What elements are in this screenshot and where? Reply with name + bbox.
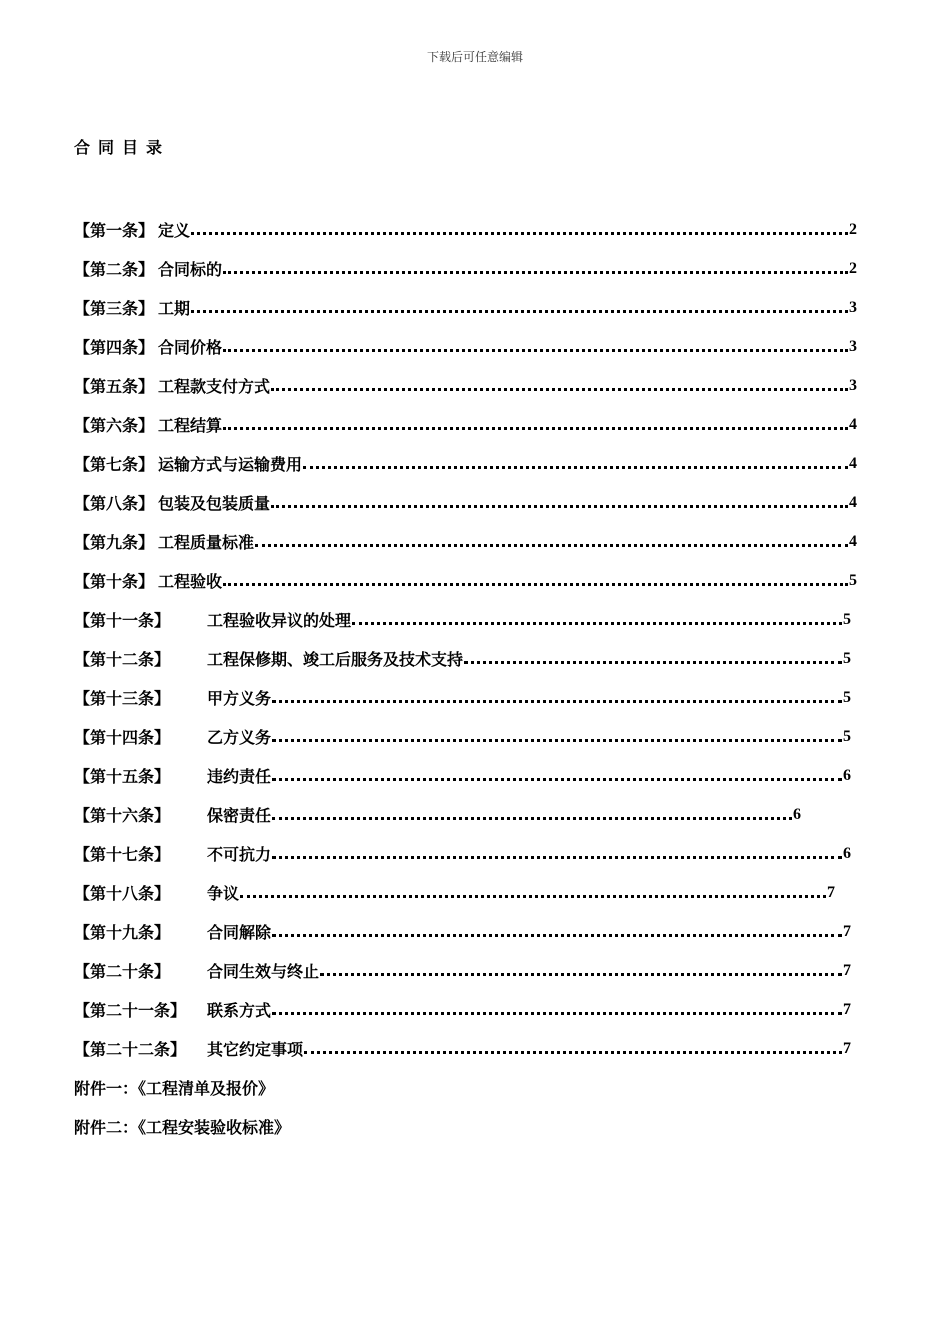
toc-entry-number: 【第三条】 xyxy=(74,299,155,318)
toc-entry[interactable] xyxy=(74,873,857,912)
dot-leader xyxy=(272,920,842,937)
dot-leader xyxy=(304,1037,842,1054)
toc-entry-number: 【第十一条】 xyxy=(74,611,171,630)
dot-leader xyxy=(223,335,848,352)
dot-leader xyxy=(272,998,842,1015)
toc-entry[interactable] xyxy=(74,288,857,327)
toc-entry-page: 3 xyxy=(849,376,857,394)
toc-entry-title: 工程质量标准 xyxy=(158,533,255,552)
toc-entry-page: 2 xyxy=(849,220,857,238)
dot-leader xyxy=(352,608,842,625)
toc-entry[interactable] xyxy=(74,366,857,405)
toc-entry-page: 2 xyxy=(849,259,857,277)
dot-leader xyxy=(191,296,848,313)
toc-entry-number: 【第十八条】 xyxy=(74,884,171,903)
toc-entry-number: 【第四条】 xyxy=(74,338,155,357)
dot-leader xyxy=(255,530,848,547)
toc-entry-title: 包装及包装质量 xyxy=(158,494,271,513)
toc-entry-number: 【第七条】 xyxy=(74,455,155,474)
toc-entry[interactable] xyxy=(74,600,857,639)
toc-entry[interactable] xyxy=(74,210,857,249)
toc-entry-title: 乙方义务 xyxy=(207,728,272,747)
toc-entry-title: 工程验收异议的处理 xyxy=(207,611,352,630)
toc-entry-number: 【第九条】 xyxy=(74,533,155,552)
toc-entry-title: 工期 xyxy=(158,299,191,318)
toc-entry-page: 3 xyxy=(849,298,857,316)
toc-entry-number: 【第十四条】 xyxy=(74,728,171,747)
toc-entry-number: 【第五条】 xyxy=(74,377,155,396)
toc-entry[interactable] xyxy=(74,951,857,990)
toc-entry-title: 违约责任 xyxy=(207,767,272,786)
toc-entry-number: 【第八条】 xyxy=(74,494,155,513)
toc-entry-number: 【第十三条】 xyxy=(74,689,171,708)
table-of-contents xyxy=(74,210,857,1146)
toc-entry-number: 【第二十一条】 xyxy=(74,1001,187,1020)
toc-entry-page: 4 xyxy=(849,532,857,550)
toc-entry-page: 6 xyxy=(843,766,851,784)
toc-entry-page: 3 xyxy=(849,337,857,355)
toc-entry-page: 6 xyxy=(793,805,801,823)
toc-entry[interactable] xyxy=(74,522,857,561)
toc-entry[interactable] xyxy=(74,795,857,834)
toc-entry-page: 5 xyxy=(843,688,851,706)
appendix-one[interactable]: 附件一：《工程清单及报价》 xyxy=(74,1079,275,1098)
dot-leader xyxy=(271,374,848,391)
toc-entry-title: 合同标的 xyxy=(158,260,223,279)
page-title: 合同目录 xyxy=(74,138,171,157)
toc-entry-number: 【第十五条】 xyxy=(74,767,171,786)
toc-entry-page: 5 xyxy=(849,571,857,589)
toc-entry[interactable] xyxy=(74,639,857,678)
toc-entry-page: 7 xyxy=(827,883,835,901)
toc-entry[interactable] xyxy=(74,327,857,366)
toc-entry-page: 7 xyxy=(843,1039,851,1057)
toc-entry-title: 合同生效与终止 xyxy=(207,962,320,981)
dot-leader xyxy=(464,647,842,664)
toc-entry-page: 5 xyxy=(843,727,851,745)
toc-entry-page: 6 xyxy=(843,844,851,862)
toc-entry-page: 4 xyxy=(849,454,857,472)
dot-leader xyxy=(272,842,842,859)
toc-entry-title: 联系方式 xyxy=(207,1001,272,1020)
toc-entry-title: 合同解除 xyxy=(207,923,272,942)
dot-leader xyxy=(271,491,848,508)
toc-entry[interactable] xyxy=(74,678,857,717)
toc-entry-title: 其它约定事项 xyxy=(207,1040,304,1059)
toc-entry-number: 【第十二条】 xyxy=(74,650,171,669)
toc-entry-page: 5 xyxy=(843,610,851,628)
toc-entry-page: 4 xyxy=(849,493,857,511)
toc-entry-page: 7 xyxy=(843,922,851,940)
dot-leader xyxy=(320,959,842,976)
toc-entry[interactable] xyxy=(74,834,857,873)
dot-leader xyxy=(240,881,826,898)
dot-leader xyxy=(272,686,842,703)
toc-entry-page: 7 xyxy=(843,961,851,979)
toc-entry-title: 甲方义务 xyxy=(207,689,272,708)
dot-leader xyxy=(191,218,848,235)
toc-entry[interactable] xyxy=(74,717,857,756)
toc-entry[interactable] xyxy=(74,405,857,444)
toc-entry-number: 【第十七条】 xyxy=(74,845,171,864)
toc-entry-number: 【第六条】 xyxy=(74,416,155,435)
toc-entry[interactable] xyxy=(74,561,857,600)
toc-entry-number: 【第十条】 xyxy=(74,572,155,591)
dot-leader xyxy=(223,413,848,430)
dot-leader xyxy=(223,569,848,586)
dot-leader xyxy=(303,452,848,469)
toc-entry-number: 【第十九条】 xyxy=(74,923,171,942)
toc-entry-number: 【第二十二条】 xyxy=(74,1040,187,1059)
dot-leader xyxy=(272,803,792,820)
toc-entry[interactable] xyxy=(74,483,857,522)
toc-entry-title: 保密责任 xyxy=(207,806,272,825)
toc-entry-title: 工程结算 xyxy=(158,416,223,435)
toc-entry[interactable] xyxy=(74,249,857,288)
header-note: 下载后可任意编辑 xyxy=(426,50,523,64)
toc-entry[interactable] xyxy=(74,1029,857,1068)
toc-entry-page: 7 xyxy=(843,1000,851,1018)
toc-entry-number: 【第十六条】 xyxy=(74,806,171,825)
toc-entry-number: 【第二条】 xyxy=(74,260,155,279)
toc-entry[interactable] xyxy=(74,990,857,1029)
toc-entry-page: 4 xyxy=(849,415,857,433)
appendix-two[interactable]: 附件二：《工程安装验收标准》 xyxy=(74,1118,291,1137)
toc-entry[interactable] xyxy=(74,756,857,795)
dot-leader xyxy=(272,725,842,742)
toc-entry-number: 【第二十条】 xyxy=(74,962,171,981)
dot-leader xyxy=(223,257,848,274)
toc-entry-title: 工程款支付方式 xyxy=(158,377,271,396)
toc-entry-page: 5 xyxy=(843,649,851,667)
toc-entry[interactable] xyxy=(74,444,857,483)
toc-entry-title: 工程验收 xyxy=(158,572,223,591)
toc-entry-title: 工程保修期、竣工后服务及技术支持 xyxy=(207,650,464,669)
toc-entry[interactable] xyxy=(74,912,857,951)
toc-entry-title: 运输方式与运输费用 xyxy=(158,455,303,474)
toc-entry-number: 【第一条】 xyxy=(74,221,155,240)
toc-entry-title: 定义 xyxy=(158,221,191,240)
toc-entry-title: 不可抗力 xyxy=(207,845,272,864)
dot-leader xyxy=(272,764,842,781)
toc-entry-title: 争议 xyxy=(207,884,240,903)
toc-entry-title: 合同价格 xyxy=(158,338,223,357)
